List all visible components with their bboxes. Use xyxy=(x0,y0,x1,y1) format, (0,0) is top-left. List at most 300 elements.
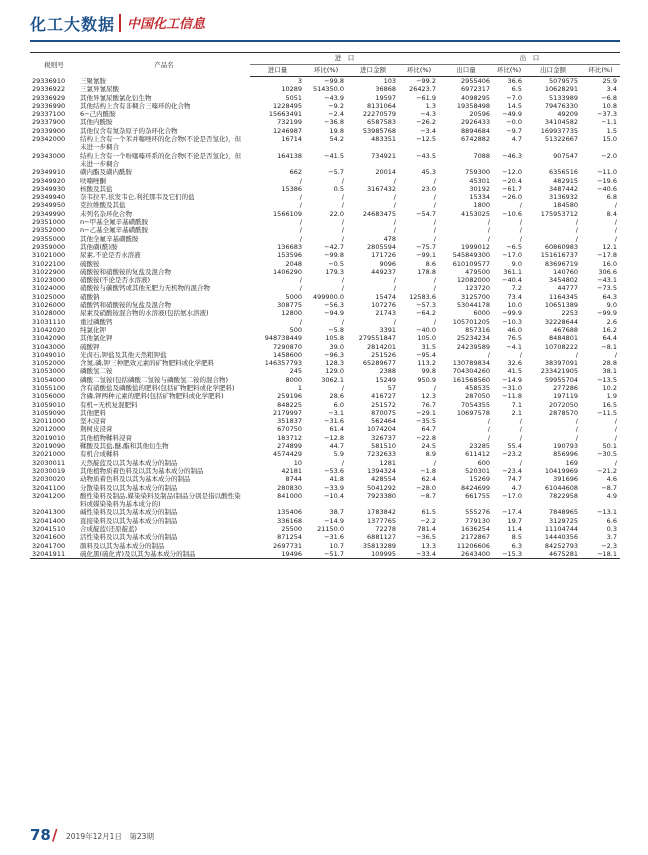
cell-import-qty-pct: −0.5 xyxy=(328,259,344,268)
table-row xyxy=(30,210,620,218)
cell-import-amt: 15474 xyxy=(375,292,396,301)
cell-export-qty: 8894684 xyxy=(461,126,490,135)
cell-import-qty: 136683 xyxy=(277,242,302,251)
cell-export-amt: 10708222 xyxy=(544,342,578,351)
table-row xyxy=(30,94,620,102)
cell-code: 29349930 xyxy=(32,184,66,193)
cell-export-amt-pct: 1.5 xyxy=(606,126,617,135)
cell-import-amt: 109995 xyxy=(347,550,399,559)
cell-export-qty: 704304260 xyxy=(452,367,490,376)
cell-export-qty: 661755 xyxy=(465,491,490,500)
cell-import-amt: 1377765 xyxy=(367,516,396,525)
cell-export-qty: 8424699 xyxy=(461,483,490,492)
cell-export-qty: 30192 xyxy=(469,184,490,193)
cell-export-qty-pct: −6.5 xyxy=(506,242,522,251)
cell-import-qty: / xyxy=(299,176,302,185)
cell-import-qty: 2048 xyxy=(285,259,302,268)
cell-export-qty-pct: 6.3 xyxy=(511,541,522,550)
cell-import-qty-pct: 28.6 xyxy=(329,392,344,401)
cell-export-amt-pct: −99.9 xyxy=(597,309,617,318)
cell-import-amt-pct: / xyxy=(433,193,436,202)
cell-export-qty-pct: −40.4 xyxy=(502,276,522,285)
cell-code: 29351000 xyxy=(32,218,66,227)
cell-export-qty: 11206606 xyxy=(456,541,490,550)
cell-import-qty: / xyxy=(299,276,302,285)
cell-import-amt-pct: −12.5 xyxy=(416,135,436,144)
cell-export-qty-pct: 361.1 xyxy=(503,267,522,276)
table-row xyxy=(30,376,620,384)
cell-import-amt: 6881127 xyxy=(367,533,396,542)
cell-export-qty-pct: 9.0 xyxy=(511,259,522,268)
cell-export-amt: 3136932 xyxy=(549,193,578,202)
cell-name: 其他仅含有氮杂原子的杂环化合物 xyxy=(80,126,178,135)
cell-export-qty-pct: 11.4 xyxy=(507,525,522,534)
cell-code: 31059010 xyxy=(32,400,66,409)
cell-export-amt-pct: −2.3 xyxy=(601,541,617,550)
cell-import-qty-pct: −31.6 xyxy=(324,533,344,542)
col-header-export-qty-pct: 环比(%) xyxy=(493,65,525,77)
cell-import-qty: 1566109 xyxy=(273,209,302,218)
cell-name: 活性染料及以其为基本成分的制品 xyxy=(80,533,178,542)
cell-name: 磷酸氢二铵 xyxy=(80,367,113,376)
cell-export-qty-pct: −23.4 xyxy=(502,466,522,475)
cell-import-qty-pct: −43.9 xyxy=(324,93,344,102)
cell-export-qty: / xyxy=(487,417,490,426)
col-header-import-qty: 进口量 xyxy=(250,65,305,77)
cell-export-amt: 197119 xyxy=(553,392,578,401)
cell-import-qty: 19496 xyxy=(250,550,305,559)
cell-export-amt-pct: −6.8 xyxy=(601,93,617,102)
cell-export-qty-pct: −12.0 xyxy=(502,168,522,177)
cell-export-amt-pct: −8.7 xyxy=(601,483,617,492)
cell-export-qty: 4153025 xyxy=(461,209,490,218)
cell-export-qty-pct: 7.2 xyxy=(511,284,522,293)
header-rule xyxy=(30,40,620,42)
cell-import-amt-pct: −95.4 xyxy=(416,350,436,359)
cell-export-qty: 545849300 xyxy=(452,251,490,260)
table-row xyxy=(30,185,620,193)
page-slash: / xyxy=(52,826,58,844)
cell-name: 颜料及以其为基本成分的制品 xyxy=(80,541,165,550)
cell-name: 天然靛蓝及以其为基本成分的制品 xyxy=(80,458,178,467)
cell-export-amt-pct: −19.6 xyxy=(597,176,617,185)
cell-import-amt: 15249 xyxy=(375,375,396,384)
cell-export-qty-pct: / xyxy=(519,433,522,442)
cell-import-amt: 279551847 xyxy=(358,334,396,343)
cell-import-amt: 171726 xyxy=(371,251,396,260)
cell-import-qty-pct: 5.9 xyxy=(333,450,344,459)
cell-export-amt-pct: −11.5 xyxy=(597,408,617,417)
cell-export-amt: / xyxy=(575,417,578,426)
cell-import-qty: 2179997 xyxy=(273,408,302,417)
cell-export-amt-pct: 1.9 xyxy=(606,392,617,401)
cell-import-qty-pct: −94.9 xyxy=(324,309,344,318)
cell-import-qty-pct: / xyxy=(341,226,344,235)
cell-import-qty-pct: −10.4 xyxy=(324,491,344,500)
cell-import-amt-pct: 8.6 xyxy=(425,259,436,268)
col-header-import-amt-pct: 环比(%) xyxy=(399,65,439,77)
cell-import-amt-pct: 13.3 xyxy=(421,541,436,550)
cell-name: 鞣酸及其盐,醚,酯和其他衍生物 xyxy=(80,442,169,451)
cell-code: 29349920 xyxy=(32,176,66,185)
table-row xyxy=(30,251,620,259)
cell-export-qty: / xyxy=(487,350,490,359)
cell-code: 31056000 xyxy=(32,392,66,401)
cell-name: 纯氯化钾 xyxy=(80,325,106,334)
cell-export-qty-pct: −99.9 xyxy=(502,309,522,318)
cell-export-amt-pct: 4.9 xyxy=(606,491,617,500)
cell-import-qty-pct: 0.5 xyxy=(333,184,344,193)
cell-code: 31022100 xyxy=(32,259,66,268)
cell-export-amt: 34104582 xyxy=(544,118,578,127)
cell-import-qty: 308775 xyxy=(277,301,302,310)
cell-export-amt-pct: −18.1 xyxy=(581,550,620,559)
cell-import-qty-pct: 22.0 xyxy=(329,209,344,218)
cell-export-amt-pct: 50.1 xyxy=(602,442,617,451)
cell-export-qty-pct: −0.0 xyxy=(506,118,522,127)
cell-import-amt-pct: 781.4 xyxy=(417,525,436,534)
cell-import-amt-pct: 23.0 xyxy=(421,184,436,193)
cell-code: 32030011 xyxy=(32,458,66,467)
table-row xyxy=(30,359,620,367)
cell-export-amt: 83696719 xyxy=(544,259,578,268)
table-row xyxy=(30,152,620,169)
cell-export-amt: 5133989 xyxy=(549,93,578,102)
cell-export-amt: 482915 xyxy=(553,176,578,185)
cell-name: 硫酸铵 xyxy=(80,259,100,268)
cell-import-amt: 35813289 xyxy=(362,541,396,550)
cell-import-qty-pct: 6.0 xyxy=(333,400,344,409)
cell-import-amt-pct: 950.9 xyxy=(417,375,436,384)
cell-export-qty: 287050 xyxy=(465,392,490,401)
cell-import-amt-pct: 178.8 xyxy=(417,267,436,276)
cell-import-amt: 3167432 xyxy=(367,184,396,193)
cell-import-amt-pct: −33.4 xyxy=(399,550,439,559)
cell-code: 31021000 xyxy=(32,251,66,260)
table-row xyxy=(30,334,620,342)
cell-import-qty-pct: 38.7 xyxy=(329,508,344,517)
table-row xyxy=(30,409,620,417)
cell-import-qty: 5000 xyxy=(285,292,302,301)
cell-code: 32041100 xyxy=(32,483,66,492)
cell-import-qty-pct: 54.2 xyxy=(329,135,344,144)
cell-import-qty: 670750 xyxy=(277,425,302,434)
cell-export-qty-pct: −23.2 xyxy=(502,450,522,459)
cell-import-qty-pct: / xyxy=(341,201,344,210)
cell-code: 31042090 xyxy=(32,334,66,343)
cell-export-amt: 169937735 xyxy=(540,126,578,135)
cell-export-amt: 84252793 xyxy=(544,541,578,550)
cell-import-qty-pct: / xyxy=(341,176,344,185)
cell-import-amt-pct: −2.2 xyxy=(420,516,436,525)
cell-export-amt: 61044608 xyxy=(544,483,578,492)
cell-import-qty-pct: / xyxy=(341,317,344,326)
cell-export-amt-pct: −11.0 xyxy=(597,168,617,177)
cell-name: 其他结构上含有非稠合三嗪环的化合物 xyxy=(80,101,191,110)
cell-export-qty-pct: 76.5 xyxy=(507,334,522,343)
cell-import-amt-pct: 8.9 xyxy=(425,450,436,459)
cell-name: 含磷,钾两种元素的肥料(包括矿物肥料或化学肥料) xyxy=(80,392,224,401)
cell-code: 31031110 xyxy=(32,317,66,326)
cell-export-amt: / xyxy=(575,234,578,243)
table-row xyxy=(30,492,620,509)
cell-code: 32041510 xyxy=(32,525,66,534)
cell-import-qty-pct: 179.3 xyxy=(325,267,344,276)
cell-import-qty: 8000 xyxy=(285,375,302,384)
cell-export-amt: 184580 xyxy=(553,201,578,210)
table-row xyxy=(30,351,620,359)
cell-export-amt: 3487442 xyxy=(549,184,578,193)
cell-export-qty: 759300 xyxy=(465,168,490,177)
table-row xyxy=(30,318,620,326)
cell-export-qty-pct: −4.1 xyxy=(506,342,522,351)
cell-import-amt: 20014 xyxy=(375,168,396,177)
cell-code: 29352000 xyxy=(32,226,66,235)
cell-import-amt: 562464 xyxy=(371,417,396,426)
cell-code: 29337100 xyxy=(32,110,66,119)
cell-import-qty: 871254 xyxy=(277,533,302,542)
cell-import-amt-pct: −3.4 xyxy=(420,126,436,135)
cell-import-amt-pct: / xyxy=(433,383,436,392)
cell-name: 6−己内酰胺 xyxy=(80,110,116,119)
table-row xyxy=(30,425,620,433)
cell-code: 29339900 xyxy=(32,126,66,135)
cell-import-amt: 734921 xyxy=(371,151,396,160)
col-header-import-qty-pct: 环比(%) xyxy=(305,65,347,77)
cell-import-qty-pct: / xyxy=(341,193,344,202)
table-row xyxy=(30,450,620,458)
cell-import-qty-pct: 39.0 xyxy=(329,342,344,351)
cell-import-qty-pct: −5.7 xyxy=(328,168,344,177)
page-number: 78 xyxy=(30,826,51,844)
cell-export-amt-pct: −30.5 xyxy=(597,450,617,459)
cell-import-amt: 22270579 xyxy=(362,110,396,119)
cell-export-amt-pct: −13.5 xyxy=(597,375,617,384)
cell-import-amt-pct: / xyxy=(433,176,436,185)
cell-export-qty: 2926433 xyxy=(461,118,490,127)
cell-import-amt-pct: −75.7 xyxy=(416,242,436,251)
cell-code: 32041300 xyxy=(32,508,66,517)
table-row xyxy=(30,401,620,409)
cell-export-qty: 857316 xyxy=(465,325,490,334)
cell-import-qty-pct: / xyxy=(341,234,344,243)
cell-export-amt: 277286 xyxy=(553,383,578,392)
table-row xyxy=(30,442,620,450)
cell-import-qty-pct: −9.2 xyxy=(328,101,344,110)
cell-import-amt-pct: 99.8 xyxy=(421,367,436,376)
cell-export-qty: 6972317 xyxy=(461,85,490,94)
cell-export-amt-pct: 3.7 xyxy=(606,533,617,542)
cell-import-amt: 428554 xyxy=(371,475,396,484)
cell-import-qty-pct: / xyxy=(341,284,344,293)
cell-name: 硫酸钾 xyxy=(80,342,100,351)
cell-import-qty-pct: 3062.1 xyxy=(321,375,344,384)
col-header-code: 税则号 xyxy=(30,53,78,77)
cell-import-amt: 1394324 xyxy=(367,466,396,475)
cell-import-qty-pct: −41.5 xyxy=(324,151,344,160)
cell-import-amt: 581510 xyxy=(371,442,396,451)
cell-name: 其他异氰尿酸氯化衍生物 xyxy=(80,93,152,102)
cell-export-qty: 123720 xyxy=(465,284,490,293)
cell-import-amt-pct: 12583.6 xyxy=(409,292,436,301)
cell-export-amt: 3454802 xyxy=(549,276,578,285)
cell-export-amt-pct: 10.2 xyxy=(602,383,617,392)
cell-import-amt-pct: 12.3 xyxy=(421,392,436,401)
cell-import-qty: 15663491 xyxy=(268,110,302,119)
issue-info: 2019年12月1日 第23期 xyxy=(66,832,154,841)
cell-export-amt: 49209 xyxy=(557,110,578,119)
cell-name: 重过磷酸钙 xyxy=(80,317,113,326)
cell-import-amt: 53985768 xyxy=(362,126,396,135)
cell-import-amt-pct: 76.7 xyxy=(421,400,436,409)
cell-name: 克拉维酸及其盐 xyxy=(80,201,126,210)
table-row xyxy=(30,135,620,152)
cell-export-qty: 130789834 xyxy=(452,359,490,368)
table-row xyxy=(30,260,620,268)
cell-export-qty-pct: 55.4 xyxy=(507,442,522,451)
cell-export-amt-pct: 3.4 xyxy=(606,85,617,94)
cell-import-qty-pct: −99.8 xyxy=(324,77,344,85)
cell-import-qty: / xyxy=(299,226,302,235)
cell-export-qty-pct: 7.1 xyxy=(511,400,522,409)
cell-import-qty: 10289 xyxy=(281,85,302,94)
cell-name: 酸性染料及制品,媒染染料及制品(制品分别是指以酸性染料或媒染染料为基本成分的) xyxy=(80,491,241,509)
cell-code: 31028000 xyxy=(32,309,66,318)
cell-export-qty: / xyxy=(487,226,490,235)
cell-export-qty-pct: 14.5 xyxy=(507,101,522,110)
cell-code: 31022900 xyxy=(32,267,66,276)
cell-import-qty: 1406290 xyxy=(273,267,302,276)
table-row xyxy=(30,508,620,516)
cell-code: 32019010 xyxy=(32,433,66,442)
cell-import-amt: 36868 xyxy=(375,85,396,94)
cell-import-amt: 24683475 xyxy=(362,209,396,218)
cell-export-qty: 611412 xyxy=(465,450,490,459)
col-header-export-qty: 出口量 xyxy=(439,65,493,77)
cell-export-qty-pct: −31.0 xyxy=(502,383,522,392)
cell-import-qty: 25500 xyxy=(281,525,302,534)
table-row xyxy=(30,168,620,176)
cell-code: 31025000 xyxy=(32,292,66,301)
table-row xyxy=(30,118,620,126)
cell-export-qty-pct: / xyxy=(519,201,522,210)
cell-import-amt: / xyxy=(393,226,396,235)
cell-import-qty-pct: −53.6 xyxy=(324,466,344,475)
page-footer xyxy=(30,826,620,846)
cell-code: 29349950 xyxy=(32,201,66,210)
cell-export-amt-pct: 16.2 xyxy=(602,325,617,334)
cell-export-amt: 7822958 xyxy=(549,491,578,500)
cell-export-amt: 2072050 xyxy=(549,400,578,409)
cell-export-amt-pct: −73.5 xyxy=(597,284,617,293)
cell-code: 29355000 xyxy=(32,234,66,243)
cell-export-amt: 907547 xyxy=(553,151,578,160)
cell-code: 31049010 xyxy=(32,350,66,359)
cell-export-amt-pct: −2.0 xyxy=(601,151,617,160)
cell-export-qty-pct: 73.4 xyxy=(507,292,522,301)
cell-export-qty-pct: 4.7 xyxy=(511,135,522,144)
cell-import-amt: 107276 xyxy=(371,301,396,310)
cell-code: 31042020 xyxy=(32,325,66,334)
cell-import-amt: 2388 xyxy=(379,367,396,376)
section-title: 化工大数据 xyxy=(30,15,116,34)
table-row xyxy=(30,533,620,541)
cell-code: 29337900 xyxy=(32,118,66,127)
table-row xyxy=(30,276,620,284)
cell-export-qty: 7088 xyxy=(473,151,490,160)
cell-export-amt: / xyxy=(575,425,578,434)
cell-export-amt: 5079575 xyxy=(549,77,578,85)
cell-import-qty: / xyxy=(299,234,302,243)
title-divider xyxy=(119,14,121,32)
cell-import-qty: / xyxy=(299,193,302,202)
group-header-import: 进 口 xyxy=(250,53,439,65)
cell-code: 29336990 xyxy=(32,101,66,110)
cell-name: 分散染料及以其为基本成分的制品 xyxy=(80,483,178,492)
cell-code: 32019090 xyxy=(32,442,66,451)
cell-export-qty: 610109577 xyxy=(452,259,490,268)
cell-import-qty: / xyxy=(299,284,302,293)
cell-code: 32041400 xyxy=(32,516,66,525)
cell-import-amt: 1783842 xyxy=(367,508,396,517)
cell-export-amt-pct: 6.8 xyxy=(606,193,617,202)
cell-import-qty: 274899 xyxy=(277,442,302,451)
cell-import-qty-pct: 514350.0 xyxy=(312,85,344,94)
cell-export-amt-pct: / xyxy=(614,226,617,235)
cell-export-qty: 24239589 xyxy=(456,342,490,351)
cell-export-amt-pct: 6.6 xyxy=(606,516,617,525)
cell-name: 三氯异氰尿酸 xyxy=(80,85,119,94)
cell-export-qty: 520301 xyxy=(465,466,490,475)
cell-export-qty-pct: −17.0 xyxy=(502,491,522,500)
cell-export-qty-pct: −20.4 xyxy=(502,176,522,185)
cell-export-qty: 779130 xyxy=(465,516,490,525)
cell-export-qty: / xyxy=(487,433,490,442)
cell-export-amt-pct: −8.1 xyxy=(601,342,617,351)
cell-export-amt: 1164345 xyxy=(549,292,578,301)
cell-import-qty: 1228495 xyxy=(273,101,302,110)
cell-export-amt: 169 xyxy=(565,458,578,467)
cell-export-amt-pct: / xyxy=(614,201,617,210)
cell-import-qty-pct: 105.8 xyxy=(325,334,344,343)
cell-import-qty: 5051 xyxy=(285,93,302,102)
cell-import-qty: 732199 xyxy=(277,118,302,127)
cell-export-qty: 1636254 xyxy=(461,525,490,534)
col-header-name: 产品名 xyxy=(78,53,250,77)
cell-import-amt: 7232633 xyxy=(367,450,396,459)
cell-export-amt-pct: −40.6 xyxy=(597,184,617,193)
cell-code: 29349990 xyxy=(32,209,66,218)
cell-import-amt: / xyxy=(393,317,396,326)
cell-export-amt-pct: 9.0 xyxy=(606,301,617,310)
col-header-export-amt: 出口金额 xyxy=(525,65,581,77)
cell-import-amt-pct: −57.3 xyxy=(416,301,436,310)
cell-export-amt: 3129725 xyxy=(549,516,578,525)
cell-code: 31043000 xyxy=(32,342,66,351)
table-row xyxy=(30,392,620,400)
cell-name: 其他植物质着色料及以其为基本成分的制品 xyxy=(80,466,204,475)
cell-import-amt-pct: 62.4 xyxy=(421,475,436,484)
cell-import-amt: 3391 xyxy=(379,325,396,334)
cell-import-amt: / xyxy=(393,193,396,202)
cell-code: 32021000 xyxy=(32,450,66,459)
cell-export-qty: 2643400 xyxy=(439,550,493,559)
cell-export-qty: 10697578 xyxy=(456,408,490,417)
cell-export-amt: 140760 xyxy=(553,267,578,276)
cell-import-qty-pct: / xyxy=(341,383,344,392)
cell-export-qty: 3125700 xyxy=(461,292,490,301)
cell-export-amt: 2253 xyxy=(561,309,578,318)
